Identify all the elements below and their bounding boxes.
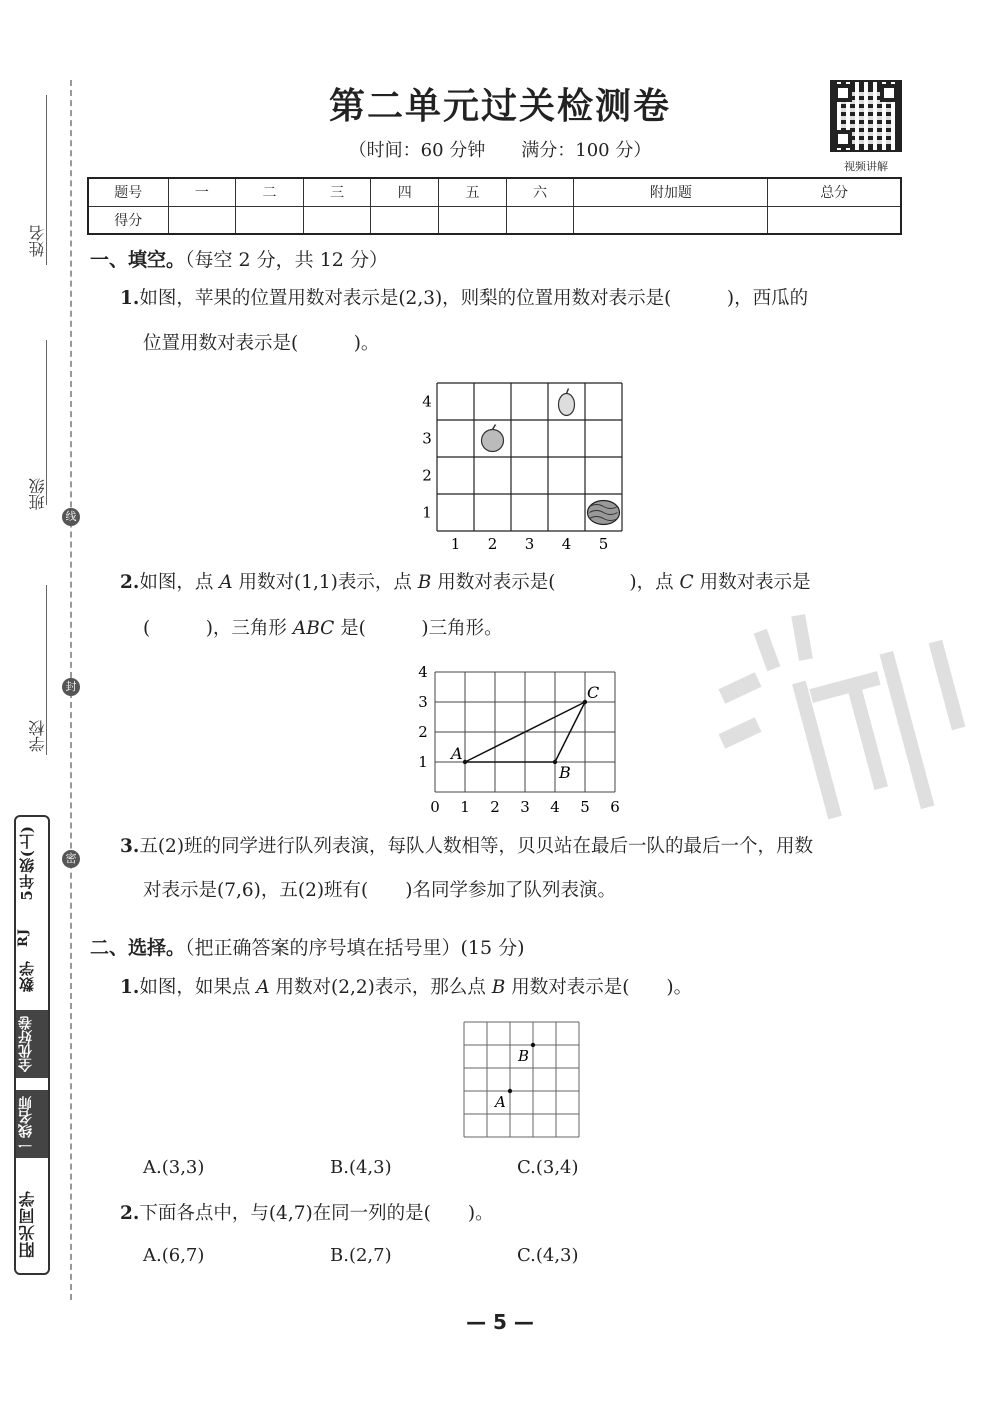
y-tick-label: 4 (418, 663, 428, 681)
point-a (508, 1089, 512, 1093)
class-label: 班级 (28, 478, 47, 510)
x-tick-label: 2 (487, 535, 498, 553)
point-name: A (219, 572, 233, 593)
s1-q1-line1 (120, 288, 808, 310)
y-tick-label: 1 (422, 503, 432, 522)
score-input[interactable] (574, 206, 768, 234)
score-input[interactable] (439, 206, 507, 234)
x-tick-label: 0 (430, 798, 440, 816)
question-text: 用数对(2,2)表示，那么点 (269, 977, 492, 998)
point-label: B (518, 1047, 530, 1065)
question-text: 用数对表示是 (693, 572, 811, 593)
score-value-row (88, 206, 901, 234)
section2-heading (90, 933, 525, 960)
seal-close-mark: 密 (62, 850, 80, 868)
section2-note: （把正确答案的序号填在括号里）(15 分) (185, 937, 525, 959)
point-a (463, 760, 467, 764)
triangle-grid (410, 660, 640, 820)
brand-logo: 阳光同学 (18, 1190, 37, 1258)
question-text: 五(2)班的同学进行队列表演，每队人数相等，贝贝站在最后一队的最后一个，用数 (139, 836, 814, 857)
s2-q2-line (120, 1203, 494, 1225)
apple-stem (493, 425, 496, 430)
point-b (531, 1043, 535, 1047)
score-cell: 一 (168, 178, 236, 206)
y-tick-label: 1 (418, 753, 428, 771)
y-tick-label: 3 (418, 693, 428, 711)
question-number: 1. (120, 977, 140, 998)
score-cell: 题号 (88, 178, 168, 206)
series-label: 全优好卷 (16, 1010, 48, 1078)
score-table (87, 177, 902, 235)
x-tick-label: 3 (524, 535, 535, 553)
y-tick-label: 3 (422, 429, 432, 448)
question-text: 用数对(1,1)表示，点 (232, 572, 418, 593)
point-name: B (417, 572, 432, 593)
fruit-grid (405, 375, 635, 555)
page-subtitle: （时间：60 分钟 满分：100 分） (348, 140, 652, 161)
page-title: 第二单元过关检测卷 (328, 86, 671, 127)
score-cell: 六 (506, 178, 574, 206)
x-tick-label: 2 (490, 798, 500, 816)
s1-q2-line2 (143, 618, 503, 640)
score-input[interactable] (236, 206, 304, 234)
s2-q1-line (120, 977, 692, 999)
s2-q1-option-c[interactable]: C.(3,4) (517, 1157, 579, 1178)
score-cell: 附加题 (574, 178, 768, 206)
s2-q1-option-b[interactable]: B.(4,3) (330, 1157, 392, 1178)
seal-line-mark: 线 (62, 508, 80, 526)
question-number: 2. (120, 1203, 140, 1224)
score-input[interactable] (303, 206, 371, 234)
score-input[interactable] (506, 206, 574, 234)
score-cell: 得分 (88, 206, 168, 234)
x-tick-label: 5 (598, 535, 609, 553)
page-number: — 5 — (466, 1310, 534, 1334)
section1-note: （每空 2 分，共 12 分） (185, 249, 388, 271)
pear-stem (567, 389, 569, 394)
y-tick-label: 4 (422, 392, 432, 411)
point-b (553, 760, 557, 764)
score-input[interactable] (768, 206, 901, 234)
point-label: A (495, 1093, 506, 1111)
question-number: 3. (120, 836, 140, 857)
question-text: 如图，如果点 (139, 977, 257, 998)
score-input[interactable] (371, 206, 439, 234)
school-label: 学校 (28, 720, 47, 752)
y-tick-label: 2 (422, 466, 432, 485)
section2-title: 二、选择。 (90, 937, 186, 959)
question-text: 如图，点 (139, 572, 220, 593)
name-label: 姓名 (28, 225, 47, 257)
x-tick-label: 1 (460, 798, 470, 816)
section1-title: 一、填空。 (90, 249, 186, 271)
question-text: 用数对表示是( )。 (505, 977, 693, 998)
point-name: A (256, 977, 270, 998)
score-header-row (88, 178, 901, 206)
question-text: 如图，苹果的位置用数对表示是(2,3)，则梨的位置用数对表示是( )，西瓜的 (139, 288, 809, 309)
s1-q3-line2: 对表示是(7,6)，五(2)班有( )名同学参加了队列表演。 (143, 880, 616, 901)
question-text: 下面各点中，与(4,7)在同一列的是( )。 (139, 1203, 494, 1224)
edition-label: RJ (16, 928, 31, 947)
point-label: B (559, 763, 571, 782)
score-cell: 三 (303, 178, 371, 206)
x-tick-label: 5 (580, 798, 590, 816)
y-tick-label: 2 (418, 723, 428, 741)
qr-code-icon[interactable] (830, 80, 902, 152)
x-tick-label: 4 (550, 798, 560, 816)
x-tick-label: 3 (520, 798, 530, 816)
teacher-label: 一线名师 (16, 1090, 48, 1158)
x-tick-label: 1 (450, 535, 461, 553)
s2-q2-option-c[interactable]: C.(4,3) (517, 1245, 579, 1266)
apple-icon (482, 430, 504, 452)
brand-watermark-icon (700, 610, 980, 840)
question-number: 2. (120, 572, 140, 593)
point-label: C (587, 683, 600, 702)
score-cell: 二 (236, 178, 304, 206)
x-tick-label: 6 (610, 798, 620, 816)
score-cell: 总分 (768, 178, 901, 206)
point-name: C (679, 572, 694, 593)
s1-q1-line2: 位置用数对表示是( )。 (143, 333, 380, 354)
question-text: ( )，三角形 (143, 618, 293, 639)
seal-seal-mark: 封 (62, 678, 80, 696)
score-input[interactable] (168, 206, 236, 234)
subject-label: 数学 (18, 960, 36, 992)
pear-icon (559, 394, 575, 416)
question-number: 1. (120, 288, 140, 309)
score-cell: 五 (439, 178, 507, 206)
x-tick-label: 4 (561, 535, 572, 553)
point-grid (460, 1018, 585, 1143)
section1-heading (90, 245, 388, 272)
question-text: 是( )三角形。 (334, 618, 503, 639)
point-name: B (491, 977, 506, 998)
triangle-name: ABC (292, 618, 335, 639)
question-text: 用数对表示是( )，点 (431, 572, 680, 593)
score-cell: 四 (371, 178, 439, 206)
grade-label: 5年级(上) (18, 825, 36, 901)
s2-q2-option-b[interactable]: B.(2,7) (330, 1245, 392, 1266)
s2-q1-option-a[interactable]: A.(3,3) (143, 1157, 205, 1178)
s2-q2-option-a[interactable]: A.(6,7) (143, 1245, 205, 1266)
point-label: A (451, 744, 463, 763)
s1-q2-line1 (120, 572, 811, 594)
qr-label: 视频讲解 (844, 160, 888, 173)
